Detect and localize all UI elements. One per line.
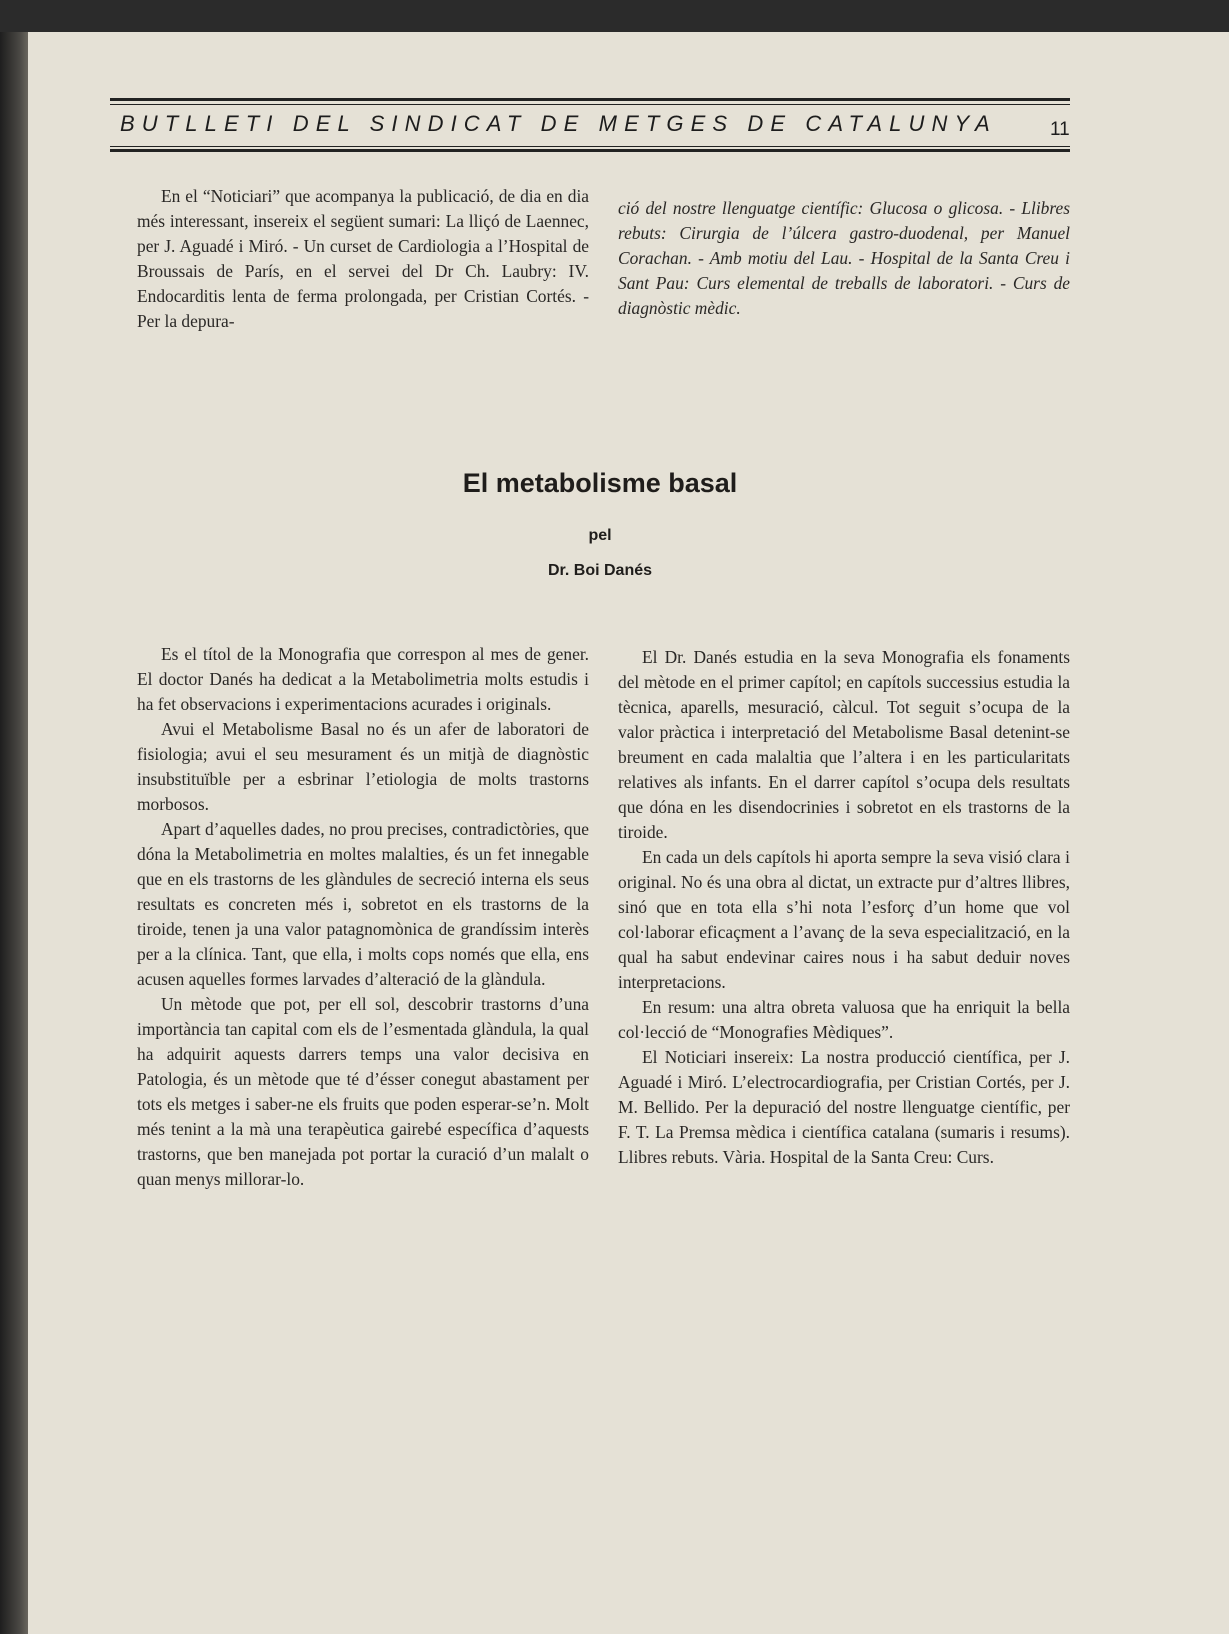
article-paragraph: En cada un dels capítols hi aporta sempre la seva visió clara i original. No és una obra al dictat, un extracte pur d’altres llibres, sinó que en tota ella s’hi nota l’esforç d’un home que vol col·laborar eficaçment a l’avanç de la seva especialització, en la qual ha sabut endevinar caires nous i ha sabut deduir noves interpretacions.: [618, 847, 1070, 992]
journal-title: BUTLLETI DEL SINDICAT DE METGES DE CATALUNYA: [120, 111, 997, 136]
intro-right-paragraph: ció del nostre llenguatge científic: Glucosa o glicosa. - Llibres rebuts: Cirurgia de l’úlcera gastro-duodenal, per Manuel Corachan. - Amb motiu del Lau. - Hospital de la Santa Creu i Sant Pau: Curs elemental de treballs de laboratori. - Curs de diagnòstic mèdic.: [618, 198, 1070, 318]
book-spine: [0, 32, 28, 1634]
intro-left-column: [137, 184, 589, 334]
article-paragraph: Es el títol de la Monografia que correspon al mes de gener. El doctor Danés ha dedicat a la Metabolimetria molts estudis i ha fet observacions i experimentacions acurades i originals.: [137, 644, 589, 714]
article-author: Dr. Boi Danés: [547, 562, 653, 579]
article-title: El metabolisme basal: [462, 468, 738, 498]
header-rule-bottom-thin: [110, 146, 1070, 147]
article-paragraph: Apart d’aquelles dades, no prou precises, contradictòries, que dóna la Metabolimetria en moltes malalties, és un fet innegable que en els trastorns de les glàndules de secreció interna els seus resultats es concreten més i, sobretot en els trastorns de la tiroide, tenen ja una valor patagnomònica de grandíssim interès per a la clínica. Tant, que ella, i molts cops només que ella, ens acusen aquelles formes larvades d’alteració de la glàndula.: [137, 819, 589, 989]
header-rule-bottom: [110, 149, 1070, 152]
article-paragraph: Un mètode que pot, per ell sol, descobrir trastorns d’una importància tan capital com els de l’esmentada glàndula, la qual ha adquirit aquests darrers temps una valor decisiva en Patologia, és un mètode que té d’ésser conegut abastament per tots els metges i saber-ne els fruits que poden esperar-se’n. Molt més tenint a la mà una terapèutica gairebé específica d’aquests trastorns, que ben manejada pot portar la curació d’un malalt o quan menys millorar-lo.: [137, 994, 589, 1189]
article-right-column: [618, 645, 1070, 1170]
article-paragraph: En resum: una altra obreta valuosa que ha enriquit la bella col·lecció de “Monografies Mèdiques”.: [618, 997, 1070, 1042]
header-rule-top: [110, 98, 1070, 101]
article-paragraph: El Dr. Danés estudia en la seva Monografia els fonaments del mètode en el primer capítol; en capítols successius estudia la tècnica, aparells, mesuració, càlcul. Tot seguit s’ocupa de la valor pràctica i interpretació del Metabolisme Basal detenint-se breument en cada malaltia que l’altera i en les particularitats relatives als infants. En el darrer capítol s’ocupa dels resultats que dóna en les disendocrinies i sobretot en els trastorns de la tiroide.: [618, 647, 1070, 842]
byline-preposition: pel: [588, 527, 612, 544]
header-rule-top-thin: [110, 104, 1070, 105]
article-paragraph: El Noticiari insereix: La nostra producció científica, per J. Aguadé i Miró. L’electrocardiografia, per Cristian Cortés, per J. M. Bellido. Per la depuració del nostre llenguatge científic, per F. T. La Premsa mèdica i científica catalana (sumaris i resums). Llibres rebuts. Vària. Hospital de la Santa Creu: Curs.: [618, 1047, 1070, 1167]
article-paragraph: Avui el Metabolisme Basal no és un afer de laboratori de fisiologia; avui el seu mesurament és un mitjà de diagnòstic insubstituïble per a esbrinar l’etiologia de molts trastorns morbosos.: [137, 719, 589, 814]
running-header: [110, 98, 1070, 158]
page-number: 11: [1050, 119, 1070, 140]
intro-left-paragraph: En el “Noticiari” que acompanya la publicació, de dia en dia més interessant, insereix el següent sumari: La lliçó de Laennec, per J. Aguadé i Miró. - Un curset de Cardiologia a l’Hospital de Broussais de París, en el servei del Dr Ch. Laubry: IV. Endocarditis lenta de ferma prolongada, per Cristian Cortés. - Per la depura-: [137, 186, 589, 331]
article-left-column: [137, 642, 589, 1192]
intro-right-column: [618, 196, 1070, 321]
